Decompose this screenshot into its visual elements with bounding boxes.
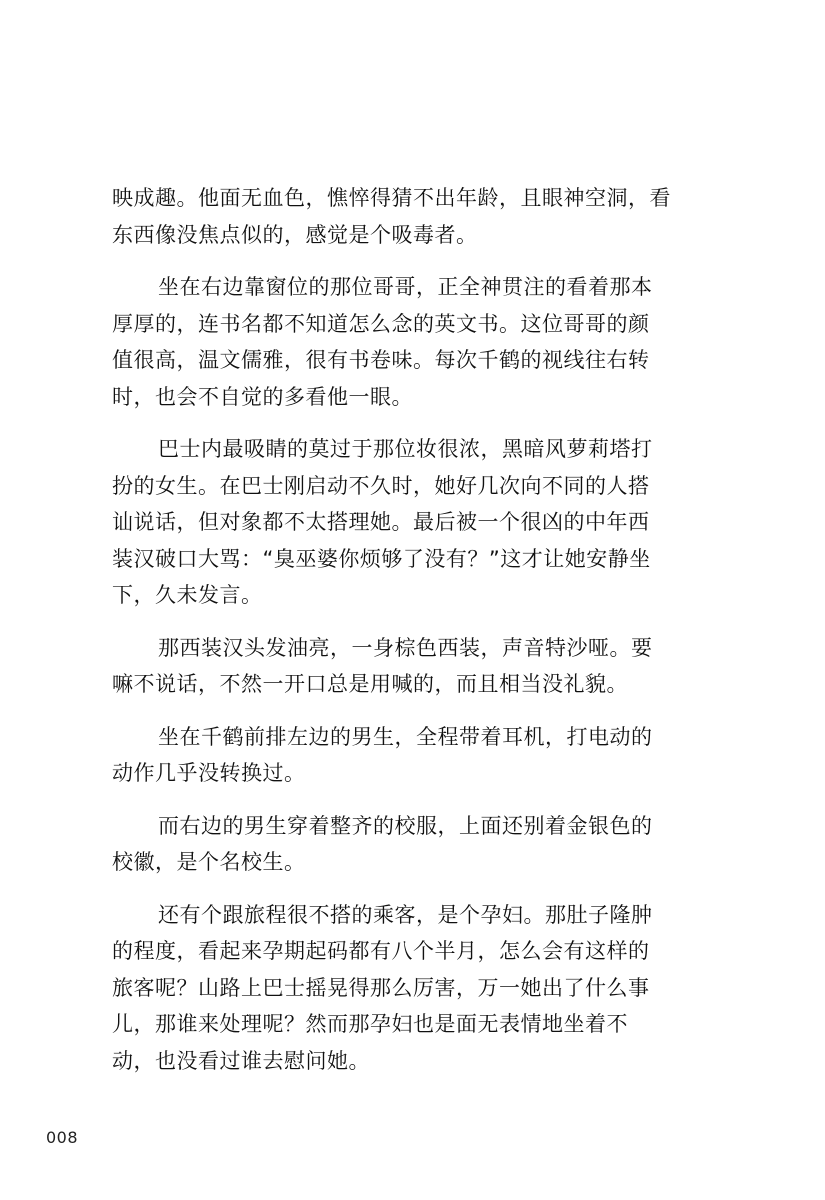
paragraph-6 [112, 808, 702, 881]
text-line: 映成趣。他面无血色，憔悴得猜不出年龄，且眼神空洞，看 [112, 186, 671, 210]
text-line: 旅客呢？山路上巴士摇晃得那么厉害，万一她出了什么事 [112, 975, 650, 1000]
text-line: 坐在千鹤前排左边的男生，全程带着耳机，打电动的 [158, 724, 653, 749]
text-line: 时，也会不自觉的多看他一眼。 [112, 384, 413, 409]
text-line: 而右边的男生穿着整齐的校服，上面还别着金银色的 [158, 813, 653, 838]
paragraph-1 [112, 180, 702, 253]
text-line: 还有个跟旅程很不搭的乘客，是个孕妇。那肚子隆肿 [158, 902, 653, 927]
text-line: 校徽，是个名校生。 [112, 850, 306, 874]
text-line: 值很高，温文儒雅，很有书卷味。每次千鹤的视线往右转 [112, 348, 650, 372]
text-line: 厚厚的，连书名都不知道怎么念的英文书。这位哥哥的颜 [112, 311, 650, 336]
text-line: 动，也没看过谁去慰问她。 [112, 1048, 370, 1073]
paragraph-2 [112, 269, 702, 415]
text-line: 嘛不说话，不然一开口总是用喊的，而且相当没礼貌。 [112, 672, 628, 696]
text-line: 讪说话，但对象都不太搭理她。最后被一个很凶的中年西 [112, 510, 650, 534]
text-line: 扮的女生。在巴士刚启动不久时，她好几次向不同的人搭 [112, 473, 650, 498]
text-line: 巴士内最吸睛的莫过于那位妆很浓，黑暗风萝莉塔打 [158, 437, 653, 461]
text-line: 动作几乎没转换过。 [112, 761, 306, 785]
page-number: 008 [46, 1128, 79, 1147]
text-line: 东西像没焦点似的，感觉是个吸毒者。 [112, 222, 478, 247]
page-body [112, 180, 702, 1095]
paragraph-7 [112, 897, 702, 1080]
paragraph-4 [112, 630, 702, 703]
text-line: 那西装汉头发油亮，一身棕色西装，声音特沙哑。要 [158, 635, 653, 660]
text-line: 装汉破口大骂：“臭巫婆你烦够了没有？”这才让她安静坐 [112, 546, 651, 571]
text-line: 的程度，看起来孕期起码都有八个半月，怎么会有这样的 [112, 939, 650, 963]
text-line: 坐在右边靠窗位的那位哥哥，正全神贯注的看着那本 [158, 275, 653, 299]
text-line: 儿，那谁来处理呢？然而那孕妇也是面无表情地坐着不 [112, 1012, 628, 1036]
text-line: 下，久未发言。 [112, 583, 263, 607]
paragraph-3 [112, 431, 702, 614]
paragraph-5 [112, 719, 702, 792]
